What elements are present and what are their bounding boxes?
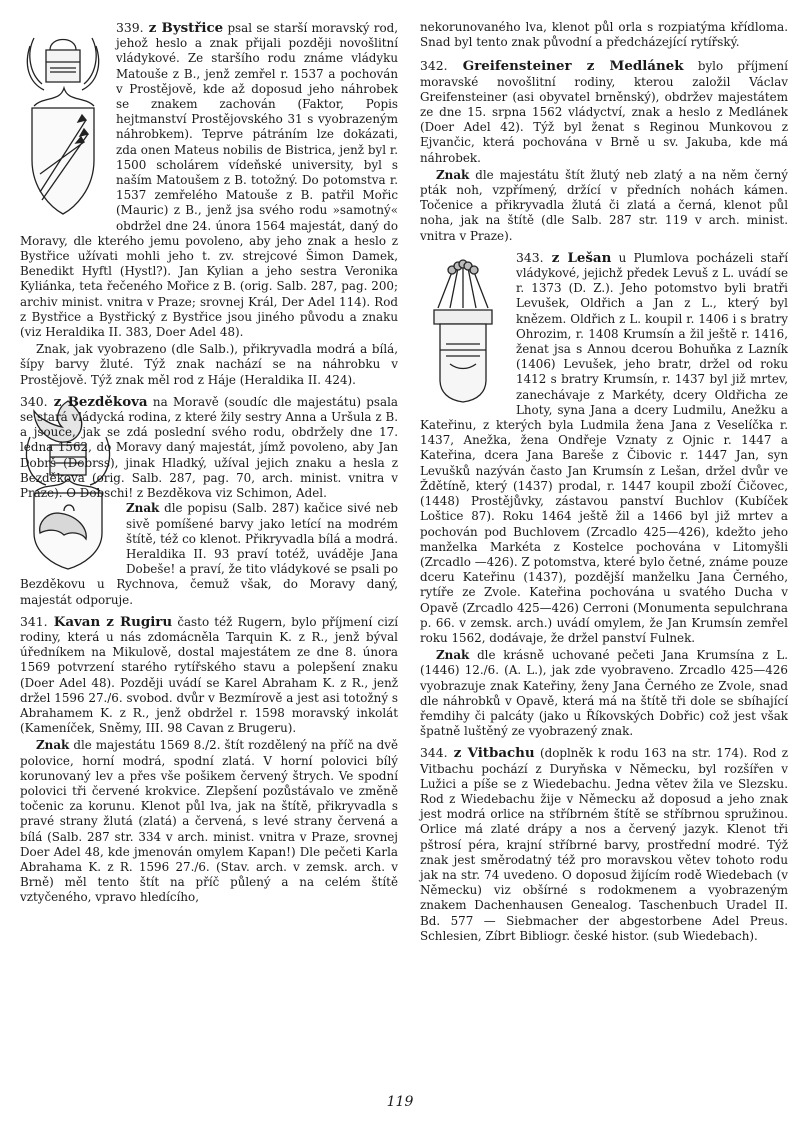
entry-341-number: 341. <box>20 613 48 629</box>
entry-341-heading <box>20 614 172 630</box>
entry-343-heading <box>516 250 611 266</box>
entry-342-body: bylo příjmení moravské novošlitní rodiny, kterou založil Václav Greifensteiner (asi obyvatel brněnský), obdržev majestátem ze dne 15. srpna 1562 vládyctví, znak a heslo z Medlánek (Doer Adel 42). Týž byl ženat s Reginou Munkovou z Ejvančic, která pochována v Brně u sv. Jakuba, kde má náhrobek. <box>420 59 788 165</box>
entry-344-heading <box>420 745 535 761</box>
entry-343-arms-lead: Znak <box>436 648 470 663</box>
entry-343 <box>420 250 788 740</box>
entry-341-arms-text: dle majestátu 1569 8./2. štít rozdělený na příč na dvě polovice, horní modrá, spodní zlatá. V horní polovici bílý korunovaný lev a přes vše pošikem červený štrych. Ve spodní polovici tři červené krokvice. Zlepšení pozůstávalo ve změně točenic za korunu. Klenot půl lva, jak na štítě, přikryvadla s pravé strany žlutá (zlatá) a červená, s levé strany červená a bílá (Salb. 287 str. 334 v arch. minist. vnitra v Praze, srovnej Doer Adel 48, kde jmenován omylem Kapan!) Dle pečeti Karla Abrahama K. z R. 1596 27./6. (Stav. arch. v zemsk. arch. v Brně) měl tento štít na příč půlený a na celém štítě vztyčeného, vpravo hledícího, <box>20 738 398 905</box>
entry-342-arms-text: dle majestátu štít žlutý neb zlatý a na něm černý pták noh, vzpřímený, držící v předních nohách kámen. Točenice a přikryvadla žlutá či zlatá a černá, klenot půl noha, jak na štítě (dle Salb. 287 str. 119 v arch. minist. vnitra v Praze). <box>420 167 789 243</box>
entry-340-heading <box>20 394 148 410</box>
entry-339-title: z Bystřice <box>148 20 224 36</box>
entry-342-arms-description <box>420 168 788 244</box>
entry-339-heading <box>116 20 223 36</box>
entry-340-number: 340. <box>20 393 48 409</box>
entry-341-continuation: nekorunovaného lva, klenot půl orla s rozpiatýma křídloma. Snad byl tento znak původní a předcházející rytířský. <box>420 20 788 50</box>
entry-341-arms-lead: Znak <box>36 738 70 753</box>
entry-344-number: 344. <box>420 745 448 761</box>
entry-343-number: 343. <box>516 249 544 265</box>
page-number: 119 <box>386 1094 414 1110</box>
entry-344-body: (doplněk k rodu 163 na str. 174). Rod z Vitbachu pochází z Duryňska v Německu, byl rozšířen v Lužici a píše se z Wiedebachu. Jedna větev žila ve Slezsku. Rod z Wiedebachu žije v Německu až doposud a jeho znak jest modrá orlice na stříbrném štítě se stříbrnou spružinou. Orlice má zlaté drápy a nos a červený jazyk. Klenot tři pštrosí péra, krajní stříbrné barvy, prostřední modré. Týž znak jest směrodatný též pro moravskou větev tohoto rodu jak na str. 74 uvedeno. O doposud žijícím rodě Wiedebach (v Německu) viz obšírné s rodokmenem a vyobrazeným znakem Dachenhausen Genealog. Taschenbuch Uradel II. Bd. 577 — Siebmacher der abgestorbene Adel Preus. Schlesien, Zíbrt Bibliogr. české histor. (sub Wiedebach). <box>420 746 789 943</box>
entry-343-title: z Lešan <box>551 249 612 266</box>
entry-343-arms-text: dle krásně uchované pečeti Jana Krumsína z L. (1446) 12./6. (A. L.), jak zde vyobraveno. Zrcadlo 425—426 vyobrazuje znak Kateřiny, ženy Jana Černého ze Zvole, snad dle náhrobků v Opavě, která má na štítě tři dole se sbíhající řemdihy či palcáty (jako u Říkovských Dobřic) což jest však špatně luštěný ze vyobrazený znak. <box>420 648 788 739</box>
shield-arrows-icon <box>20 24 106 220</box>
coat-of-arms-lesan <box>420 254 506 404</box>
entry-342-text <box>420 58 788 165</box>
entry-340-title: z Bezděkova <box>53 393 148 410</box>
entry-342-number: 342. <box>420 58 448 74</box>
left-column <box>20 20 398 912</box>
entry-344-title: z Vitbachu <box>453 745 535 762</box>
entry-341-arms-description <box>20 738 398 905</box>
entry-339-arms-description: Znak, jak vyobrazeno (dle Salb.), přikryvadla modrá a bílá, šípy barvy žluté. Týž znak nachází se na náhrobku v Prostějově. Týž znak měl rod z Háje (Heraldika II. 424). <box>20 342 398 387</box>
entry-339-number: 339. <box>116 20 144 35</box>
entry-341-title: Kavan z Rugiru <box>53 613 173 630</box>
entry-341-text <box>20 614 398 737</box>
entry-339-body: psal se starší moravský rod, jehož heslo a znak přijali později novošlitní vládykové. Ze staršího rodu známe vládyku Matouše z B., jenž zemřel r. 1537 a pochován v Prostějově, kde až doposud jeho náhrobek se znakem zachován (Faktor, Popis hejtmanství Prostějovského 31 s vyobrazeným náhrobkem). Teprve pátráním lze dokázati, zda onen Mateus nobilis de Bistrica, jenž byl r. 1500 scholárem vídeňské university, byl s naším Matoušem z B. totožný. Do potomstva r. 1537 zemřelého Matouše z B. patřil Mořic (Mauric) z B., jenž jsa svého rodu »samotný« obdržel dne 24. února 1564 majestát, daný do Moravy, dle kterého jemu povoleno, aby jeho znak a heslo z Bystřice užívati mohli jeho t. zv. strejcové Šimon Damek, Benedikt Hyftl (Hystl?). Jan Kylian a jeho sestra Veronika Kyliánka, teta řečeného Mořice z B. (orig. Salb. 287, pag. 200; archiv minist. vnitra v Praze; srovnej Král, Der Adel 114). Rod z Bystřice a Bystřický z Bystřice jsou jiného původu a znaku (viz Heraldika II. 383, Doer Adel 48). <box>20 21 399 340</box>
entry-342-heading <box>420 58 684 74</box>
entry-344 <box>420 745 788 944</box>
entry-340 <box>20 394 398 608</box>
entry-344-text <box>420 745 788 944</box>
entry-342 <box>420 58 788 243</box>
entry-341 <box>20 614 398 906</box>
entry-340-body: na Moravě (soudíc dle majestátu) psala se stará vládycká rodina, z které žily sestry Anna a Uršula z B. a jsouce, jak se zdá poslední svého rodu, obdržely dne 17. ledna 1562, do Moravy daný majestát, jímž povoleno, aby Jan Dobrš (Dobrss), jinak Hladký, užíval jejich znaku a hesla z Bezděkova (orig. Salb. 287, pag. 70, arch. minist. vnitra v Praze). O Dobschi! z Bezděkova viz Schimon, Adel. <box>20 394 399 501</box>
entry-342-arms-lead: Znak <box>436 167 470 182</box>
entry-341-body: často též Rugern, bylo příjmení cizí rodiny, která u nás zdomácněla Tarquin K. z R., jenž býval úředníkem na Mikulově, dostal majestátem ze dne 8. února 1569 potvrzení starého rytířského stavu a polepšení znaku (Doer Adel 48). Později uvádí se Karel Abraham K. z R., jenž držel 1596 27./6. svobod. dvůr v Bezmírově a jest asi totožný s Abrahamem K. z R., jenž obdržel r. 1598 moravský inkolát (Kameníček, Sněmy, III. 98 Cavan z Brugeru). <box>20 614 398 736</box>
entry-343-body: u Plumlova pocházeli staří vládykové, jejichž předek Levuš z L. uvádí se r. 1373 (D. Z.). Jeho potomstvo byli bratři Levušek, Oldřich a Jan z L., který byl knězem. Oldřich z L. koupil r. 1406 i s bratry Ohrozim, r. 1408 Krumsín a žil ještě r. 1416, ženat jsa s Annou dcerou Bohuňka z Lazník (1406) Levušek, jeho bratr, držel od roku 1412 s bratry Krumsín, r. 1437 byl již mrtev, zanechávaje z Markéty, dcery Oldřicha ze Lhoty, syna Jana a dcery Ludmilu, Anežku a Kateřinu, z kterých byla Ludmila žena Jana z Veselíčka r. 1437, Anežka, žena Ondřeje Vznaty z Ojnic r. 1447 a Kateřina, dcera Jana Bareše z Čibovic r. 1447 Jan, syn Levušků nazýván často Jan Krumsín z Lešan, držel dvůr ve Ždětíně, který (1437) prodal, r. 1447 koupil zboží Čičovec, (1448) Prostějůvky, zástavou panství Buchlov (Kubíček Loštice 87). Roku 1464 ještě žil a 1466 byl již mrtev a pochován pod Buchlovem (Zrcadlo 425—426), kdežto jeho manželka Markéta z Kostelce pochována v Litomyšli (Zrcadlo —426). Z potomstva, které bylo četné, známe pouze dceru Kateřinu (1437), pozdější manželku Jana Černého, rytíře ze Zvole. Kateřina pochována u svatého Ducha v Opavě (Zrcadlo 425—426) Cerroni (Monumenta sepulchrana p. 66. v zemsk. arch.) uvádí omylem, že Jan Krumsín zemřel roku 1562, dodávaje, že držel panství Fulnek. <box>420 250 789 645</box>
helmet-maces-icon <box>420 254 506 404</box>
entry-339 <box>20 20 398 388</box>
entry-340-arms-text: dle popisu (Salb. 287) kačice sivé neb sivě pomíšené barvy jako letící na modrém štítě, též co klenot. Přikryvadla bílá a modrá. Heraldika II. 93 praví totéž, uváděje Jana Dobeše! a praví, že tito vládykové se psali po Bezděkovu u Rychnova, čemuž však, do Moravy daný, majestát odporuje. <box>20 501 399 607</box>
entry-343-arms-description <box>420 648 788 739</box>
entry-340-arms-lead: Znak <box>126 501 160 516</box>
right-column <box>420 20 788 950</box>
entry-340-text <box>20 394 398 501</box>
coat-of-arms-bystrice <box>20 24 106 220</box>
entry-342-title: Greifensteiner z Medlánek <box>462 58 684 75</box>
